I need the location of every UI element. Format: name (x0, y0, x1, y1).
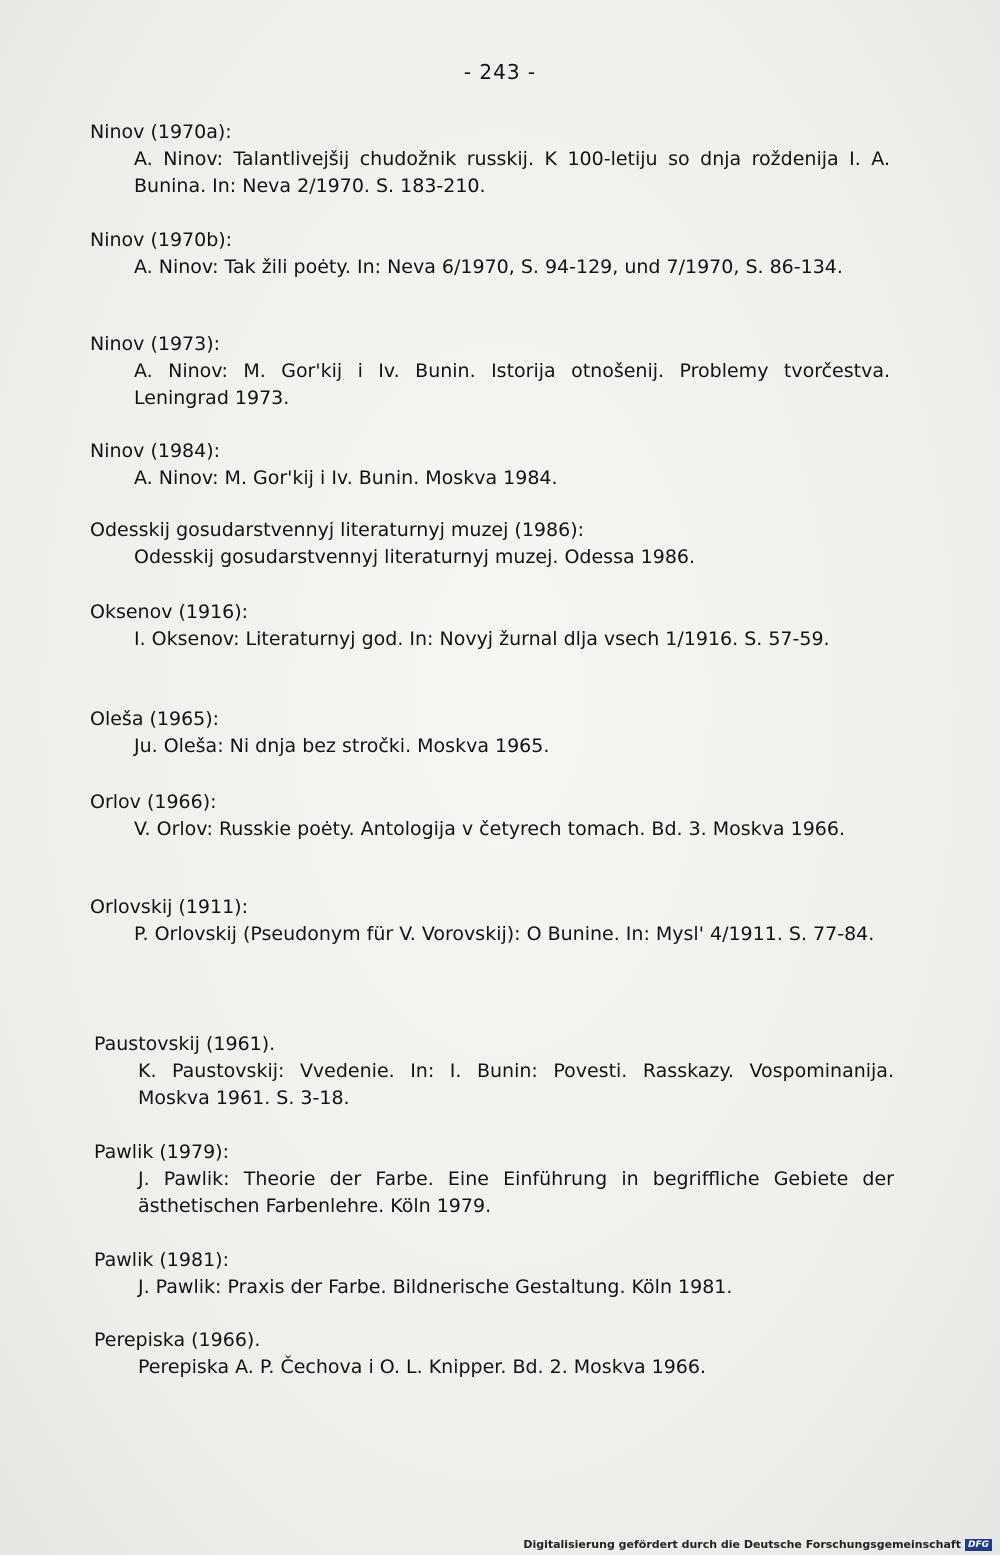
entry-citation: P. Orlovskij (Pseudonym für V. Vorovskij): O Bunine. In: Mysl' 4/1911. S. 77-84. (134, 923, 875, 945)
entry-heading: Oksenov (1916): (90, 601, 249, 623)
page-number: - 243 - (463, 60, 537, 84)
bib-entry (94, 1326, 894, 1381)
entry-heading: Ninov (1973): (90, 333, 221, 355)
bib-entry (90, 437, 890, 492)
bib-entry (90, 598, 890, 653)
entry-heading: Pawlik (1979): (94, 1141, 229, 1163)
entry-heading: Oleša (1965): (90, 708, 220, 730)
entry-citation: K. Paustovskij: Vvedenie. In: I. Bunin: Povesti. Rasskazy. Vospominanija. Moskva 1961. S. 3-18. (138, 1060, 894, 1109)
entry-heading: Paustovskij (1961). (94, 1033, 276, 1055)
bib-entry (90, 705, 890, 760)
entry-citation: A. Ninov: Talantlivejšij chudožnik russkij. K 100-letiju so dnja roždenija I. A. Bunina. In: Neva 2/1970. S. 183-210. (134, 148, 890, 197)
digitization-footer (523, 1538, 992, 1551)
bib-entry (90, 516, 890, 571)
entry-heading: Pawlik (1981): (94, 1249, 229, 1271)
footer-text: Digitalisierung gefördert durch die Deutsche Forschungsgemeinschaft (523, 1538, 961, 1551)
dfg-logo: DFG (965, 1539, 992, 1551)
bib-entry (94, 1030, 894, 1112)
bib-entry (90, 226, 890, 281)
entry-citation: I. Oksenov: Literaturnyj god. In: Novyj žurnal dlja vsech 1/1916. S. 57-59. (134, 628, 830, 650)
entry-citation: A. Ninov: M. Gor'kij i Iv. Bunin. Istorija otnošenij. Problemy tvorčestva. Leningrad 1973. (134, 360, 890, 409)
entry-citation: Odesskij gosudarstvennyj literaturnyj muzej. Odessa 1986. (134, 546, 696, 568)
entry-heading: Ninov (1970b): (90, 229, 233, 251)
entry-heading: Perepiska (1966). (94, 1329, 261, 1351)
entry-heading: Ninov (1984): (90, 440, 221, 462)
bib-entry (94, 1138, 894, 1220)
entry-heading: Odesskij gosudarstvennyj literaturnyj muzej (1986): (90, 519, 585, 541)
entry-heading: Orlovskij (1911): (90, 896, 248, 918)
entry-heading: Ninov (1970a): (90, 121, 232, 143)
bib-entry (90, 330, 890, 412)
entry-citation: V. Orlov: Russkie poėty. Antologija v četyrech tomach. Bd. 3. Moskva 1966. (134, 818, 845, 840)
entry-citation: A. Ninov: Tak žili poėty. In: Neva 6/1970, S. 94-129, und 7/1970, S. 86-134. (134, 256, 843, 278)
entry-heading: Orlov (1966): (90, 791, 217, 813)
entry-citation: Perepiska A. P. Čechova i O. L. Knipper. Bd. 2. Moskva 1966. (138, 1356, 707, 1378)
entry-citation: J. Pawlik: Theorie der Farbe. Eine Einführung in begriffliche Gebiete der ästhetischen Farbenlehre. Köln 1979. (138, 1168, 894, 1217)
bib-entry (90, 893, 890, 948)
entry-citation: Ju. Oleša: Ni dnja bez stročki. Moskva 1965. (134, 735, 550, 757)
entry-citation: J. Pawlik: Praxis der Farbe. Bildnerische Gestaltung. Köln 1981. (138, 1276, 733, 1298)
bib-entry (94, 1246, 894, 1301)
entry-citation: A. Ninov: M. Gor'kij i Iv. Bunin. Moskva 1984. (134, 467, 558, 489)
bib-entry (90, 118, 890, 200)
bib-entry (90, 788, 890, 843)
